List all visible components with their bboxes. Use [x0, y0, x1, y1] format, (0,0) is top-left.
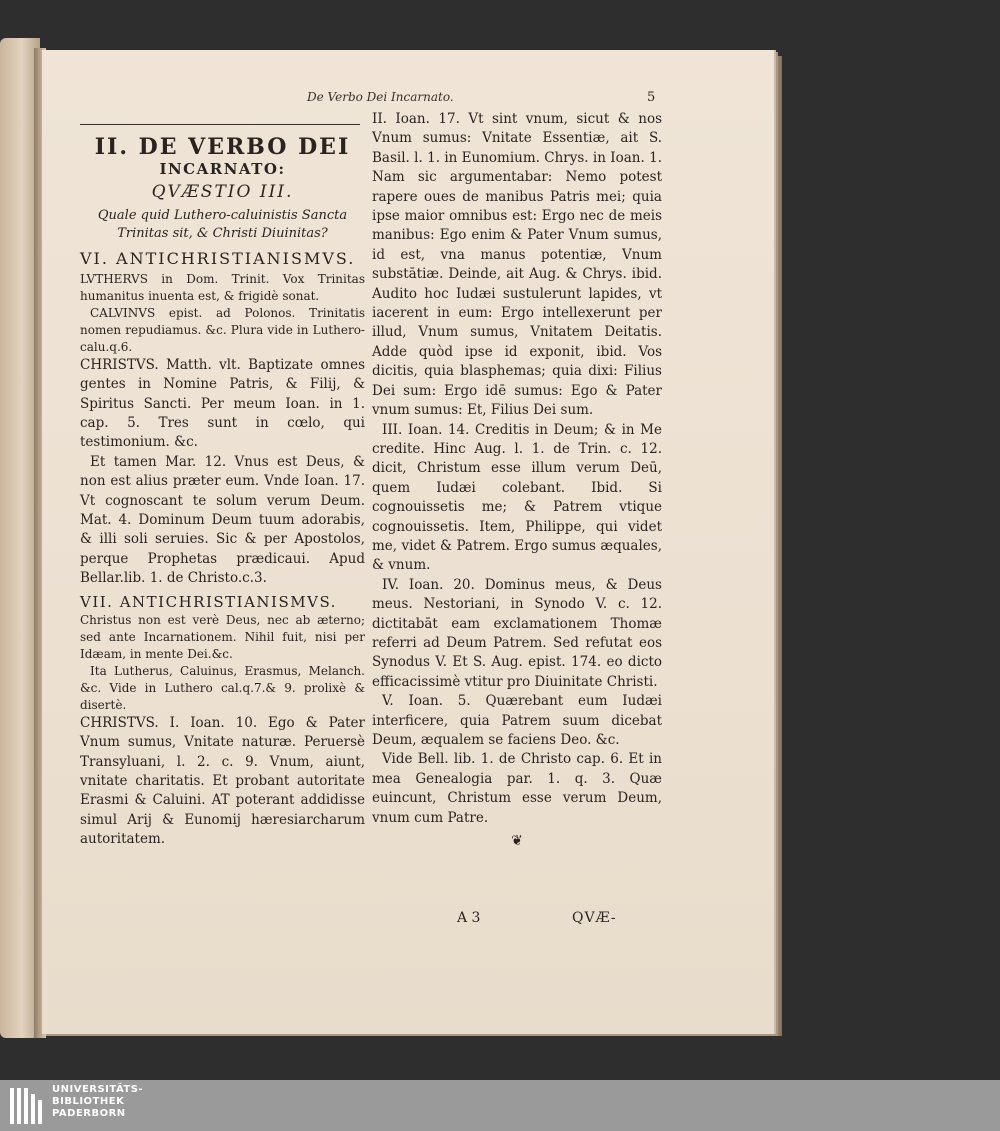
- library-name-line1: UNIVERSITÄTS-: [52, 1084, 144, 1095]
- library-name-line3: PADERBORN: [52, 1108, 126, 1119]
- paragraph-calvinus: CALVINVS epist. ad Polonos. Trinitatis nomen repudiamus. &c. Plura vide in Luthero-calu.q.6.: [80, 305, 365, 354]
- book-page: [42, 50, 774, 1034]
- chapter-title: II. DE VERBO DEI: [94, 134, 351, 160]
- question-text: Quale quid Luthero-caluinistis Sancta Trinitas sit, & Christi Diuinitas?: [97, 207, 348, 241]
- library-logo-icon: [8, 1086, 48, 1126]
- section-heading-vi: VI. ANTICHRISTIANISMVS.: [80, 248, 356, 268]
- paragraph-v-ioan5: V. Ioan. 5. Quærebant eum Iudæi interficere, quia Patrem suum dicebat Deum, æqualem se faciens Deo. &c.: [372, 693, 662, 748]
- chapter-subtitle: INCARNATO:: [159, 160, 286, 178]
- paragraph-et-tamen: Et tamen Mar. 12. Vnus est Deus, & non est alius præter eum. Vnde Ioan. 17. Vt cognoscant te solum verum Deum. Mat. 4. Dominum Deum tuum adorabis, & illi soli seruies. Sic & per Apostolos, perque Prophetas prædicaui. Apud Bellar.lib. 1. de Christo.c.3.: [80, 453, 365, 587]
- left-column: [80, 134, 365, 850]
- paragraph-lutherus: LVTHERVS in Dom. Trinit. Vox Trinitas humanitus inuenta est, & frigidè sonat.: [80, 271, 365, 303]
- paragraph-christus-matth: CHRISTVS. Matth. vlt. Baptizate omnes gentes in Nomine Patris, & Filij, & Spiritus Sancti. Per meum Ioan. in 1. cap. 5. Tres sunt in cœlo, qui testimonium. &c.: [80, 356, 365, 451]
- signature-mark: A 3: [457, 910, 481, 926]
- page-number: 5: [647, 90, 656, 105]
- paragraph-iii-ioan14: III. Ioan. 14. Creditis in Deum; & in Me credite. Hinc Aug. l. 1. de Trin. c. 12. dicit, Christum esse illum verum Deū, quem Iudæi colebant. Ibid. Si cognouissetis me; & Patrem vtique cognouissetis. Item, Philippe, qui videt me, videt & Patrem. Ergo sumus æquales, & vnum.: [372, 421, 662, 574]
- paragraph-christus-non: Christus non est verè Deus, nec ab æterno; sed ante Incarnationem. Nihil fuit, nisi per Idæam, in mente Dei.&c.: [80, 612, 365, 661]
- question-heading: QVÆSTIO III.: [151, 182, 294, 203]
- catchword: QVÆ-: [572, 910, 617, 926]
- fleuron-ornament-icon: ❦: [511, 833, 523, 850]
- library-name-line2: BIBLIOTHEK: [52, 1096, 125, 1107]
- library-footer: [0, 1080, 1000, 1131]
- section-heading-vii: VII. ANTICHRISTIANISMVS.: [80, 592, 337, 611]
- paragraph-ii-ioan17: II. Ioan. 17. Vt sint vnum, sicut & nos Vnum sumus: Vnitate Essentiæ, ait S. Basil. l. 1. in Eunomium. Chrys. in Ioan. 1. Nam sic argumentabar: Nemo potest rapere oues de manibus Patris mei; quia ipse maior omnibus est: Ergo nec de meis manibus: Ego enim & Pater Vnum sumus, id est, vna manus potentiæ, Vnum substātiæ. Deinde, ait Aug. & Chrys. ibid. Audito hoc Iudæi sustulerunt lapides, vt iacerent in eum: Ergo intellexerunt per illud, Vnum sumus, Vnitatem Deitatis. Adde quòd ipse id exponit, ibid. Vos dicitis, quia blasphemas; quia dixi: Filius Dei sum: Ergo idē sumus: Ego & Pater vnum sumus: Et, Filius Dei sum.: [372, 111, 662, 419]
- paragraph-christus-ioan10: CHRISTVS. I. Ioan. 10. Ego & Pater Vnum sumus, Vnitate naturæ. Peruersè Transyluani, l. 2. c. 9. Vnum, aiunt, vnitate charitatis. Et probant autoritate Erasmi & Caluini. AT poterant addidisse simul Arij & Eunomij hæresiarcharum autoritatem.: [80, 714, 365, 848]
- paragraph-vide-bell: Vide Bell. lib. 1. de Christo cap. 6. Et in mea Genealogia par. 1. q. 3. Quæ euincunt, Christum esse verum Deum, vnum cum Patre.: [372, 751, 662, 826]
- paragraph-iv-ioan20: IV. Ioan. 20. Dominus meus, & Deus meus. Nestoriani, in Synodo V. c. 12. dictitabāt eam exclamationem Thomæ referri ad Deum Patrem. Sed refutat eos Synodus V. Et S. Aug. epist. 174. eo dicto efficacissimè vtitur pro Diuinitate Christi.: [372, 576, 662, 690]
- right-column: [372, 110, 662, 851]
- library-name: [52, 1084, 143, 1120]
- title-rule: [80, 124, 360, 125]
- paragraph-ita-lutherus: Ita Lutherus, Caluinus, Erasmus, Melanch. &c. Vide in Luthero cal.q.7.& 9. prolixè & disertè.: [80, 663, 365, 712]
- running-head: De Verbo Dei Incarnato.: [307, 90, 454, 104]
